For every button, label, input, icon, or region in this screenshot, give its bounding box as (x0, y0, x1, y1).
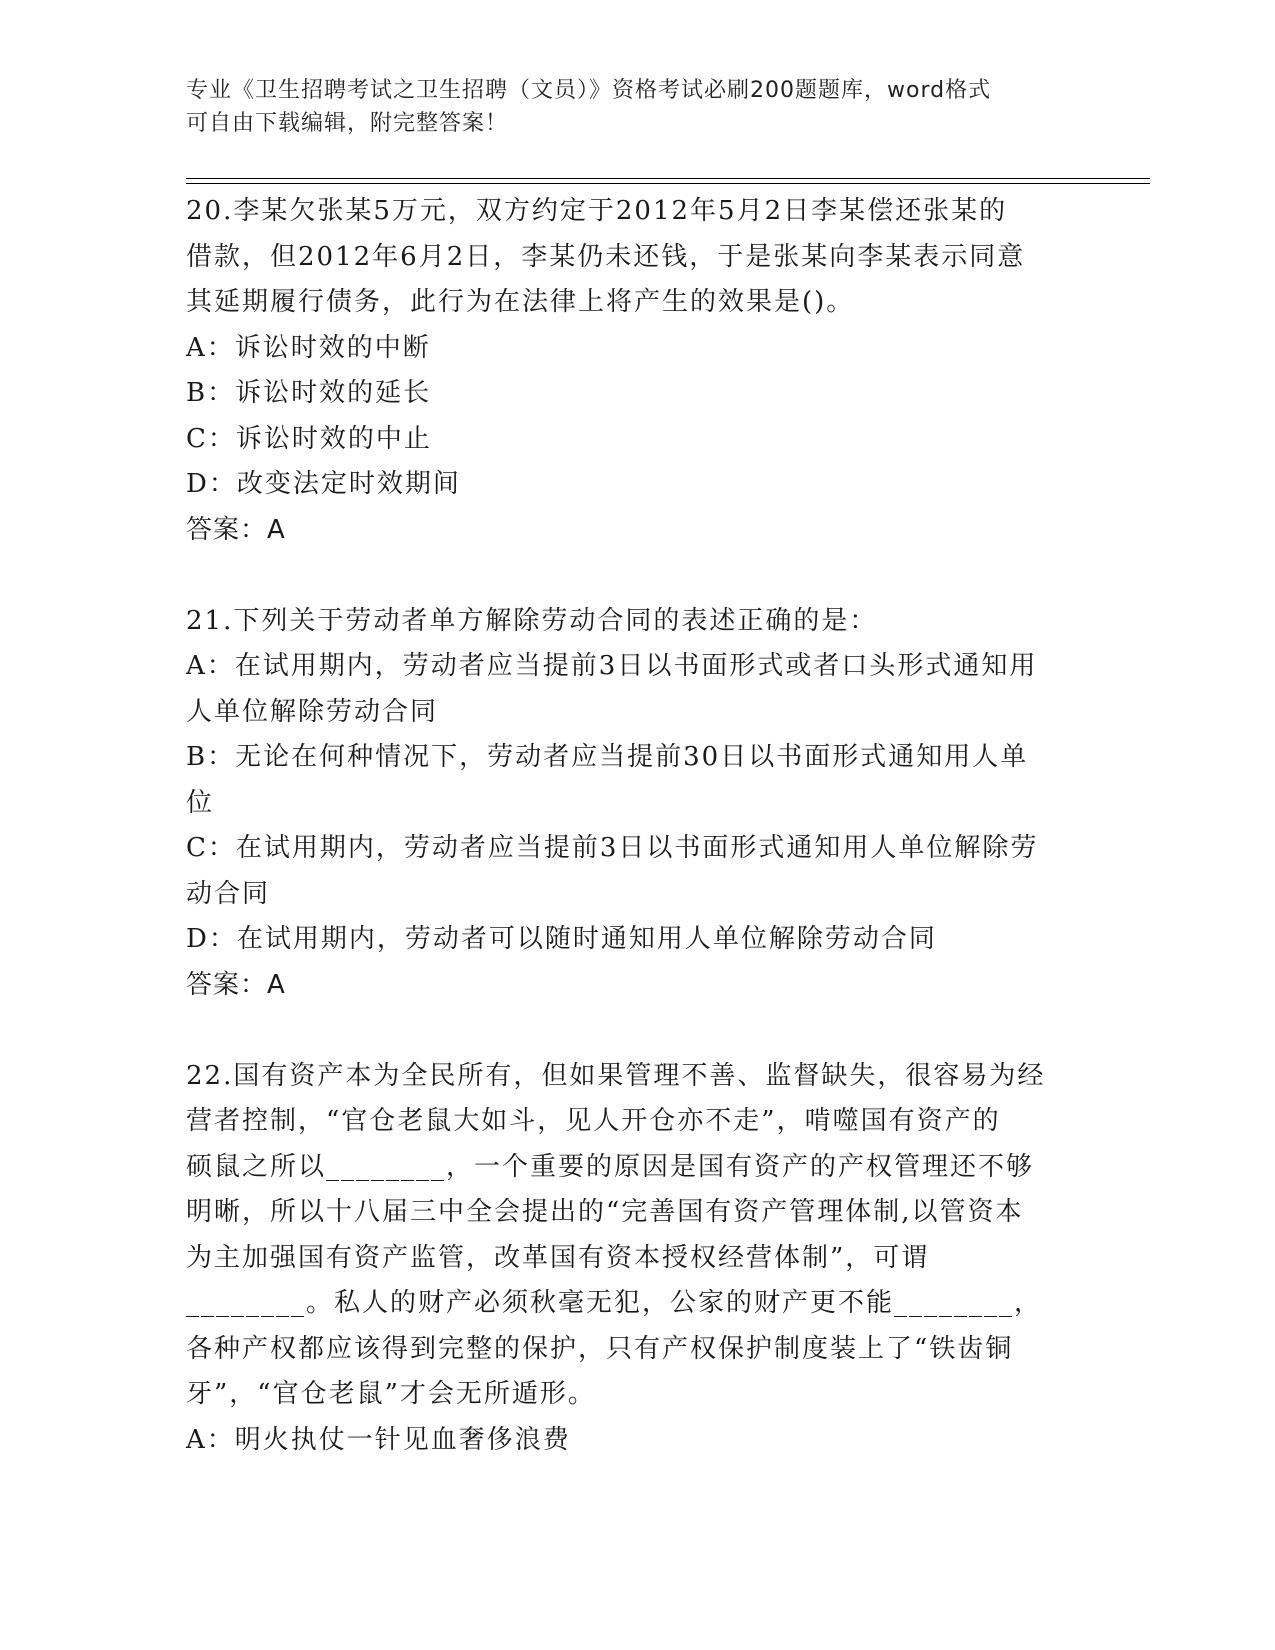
spacer (186, 1008, 1086, 1054)
option-c: C：诉讼时效的中止 (186, 423, 432, 454)
question-stem: 其延期履行债务，此行为在法律上将产生的效果是()。 (186, 287, 855, 317)
question-stem: 牙”，“官仓老鼠”才会无所遁形。 (186, 1379, 596, 1409)
option-a-continued: 人单位解除劳动合同 (186, 696, 439, 727)
answer-label: 答案：A (186, 514, 286, 545)
question-stem: 为主加强国有资产监管，改革国有资本授权经营体制”，可谓 (186, 1242, 930, 1273)
document-header (186, 74, 1086, 140)
header-line: 可自由下载编辑，附完整答案！ (186, 111, 509, 136)
header-line: 专业《卫生招聘考试之卫生招聘（文员）》资格考试必刷200题题库，word格式 (186, 78, 992, 103)
question-21 (186, 599, 1086, 1009)
question-stem: 各种产权都应该得到完整的保护，只有产权保护制度装上了“铁齿铜 (186, 1333, 1014, 1364)
option-b: B：诉讼时效的延长 (186, 378, 432, 408)
question-stem: ________。私人的财产必须秋毫无犯，公家的财产更不能________， (186, 1288, 1043, 1318)
option-d: D：改变法定时效期间 (186, 469, 461, 499)
question-20 (186, 189, 1086, 553)
answer-label: 答案：A (186, 969, 286, 1000)
question-stem: 20.李某欠张某5万元，双方约定于2012年5月2日李某偿还张某的 (186, 196, 1008, 226)
option-b: B：无论在何种情况下，劳动者应当提前30日以书面形式通知用人单 (186, 742, 1029, 772)
question-stem: 明晰，所以十八届三中全会提出的“完善国有资产管理体制,以管资本 (186, 1197, 1024, 1227)
option-a: A：诉讼时效的中断 (186, 332, 431, 363)
option-b-continued: 位 (186, 787, 215, 818)
question-list (186, 189, 1086, 1463)
option-c: C：在试用期内，劳动者应当提前3日以书面形式通知用人单位解除劳 (186, 833, 1039, 863)
header-divider (186, 178, 1150, 179)
question-stem: 22.国有资产本为全民所有，但如果管理不善、监督缺失，很容易为经 (186, 1060, 1046, 1091)
question-stem: 21.下列关于劳动者单方解除劳动合同的表述正确的是： (186, 605, 878, 636)
question-stem: 硕鼠之所以________，一个重要的原因是国有资产的产权管理还不够 (186, 1151, 1035, 1182)
question-22 (186, 1054, 1086, 1464)
spacer (186, 553, 1086, 599)
option-c-continued: 动合同 (186, 878, 271, 909)
question-stem: 借款，但2012年6月2日，李某仍未还钱，于是张某向李某表示同意 (186, 241, 1026, 272)
option-a: A：在试用期内，劳动者应当提前3日以书面形式或者口头形式通知用 (186, 651, 1038, 681)
option-a: A：明火执仗一针见血奢侈浪费 (186, 1424, 571, 1455)
header-divider (186, 183, 1150, 184)
option-d: D：在试用期内，劳动者可以随时通知用人单位解除劳动合同 (186, 924, 937, 954)
question-stem: 营者控制，“官仓老鼠大如斗，见人开仓亦不走”，啃噬国有资产的 (186, 1106, 1001, 1136)
